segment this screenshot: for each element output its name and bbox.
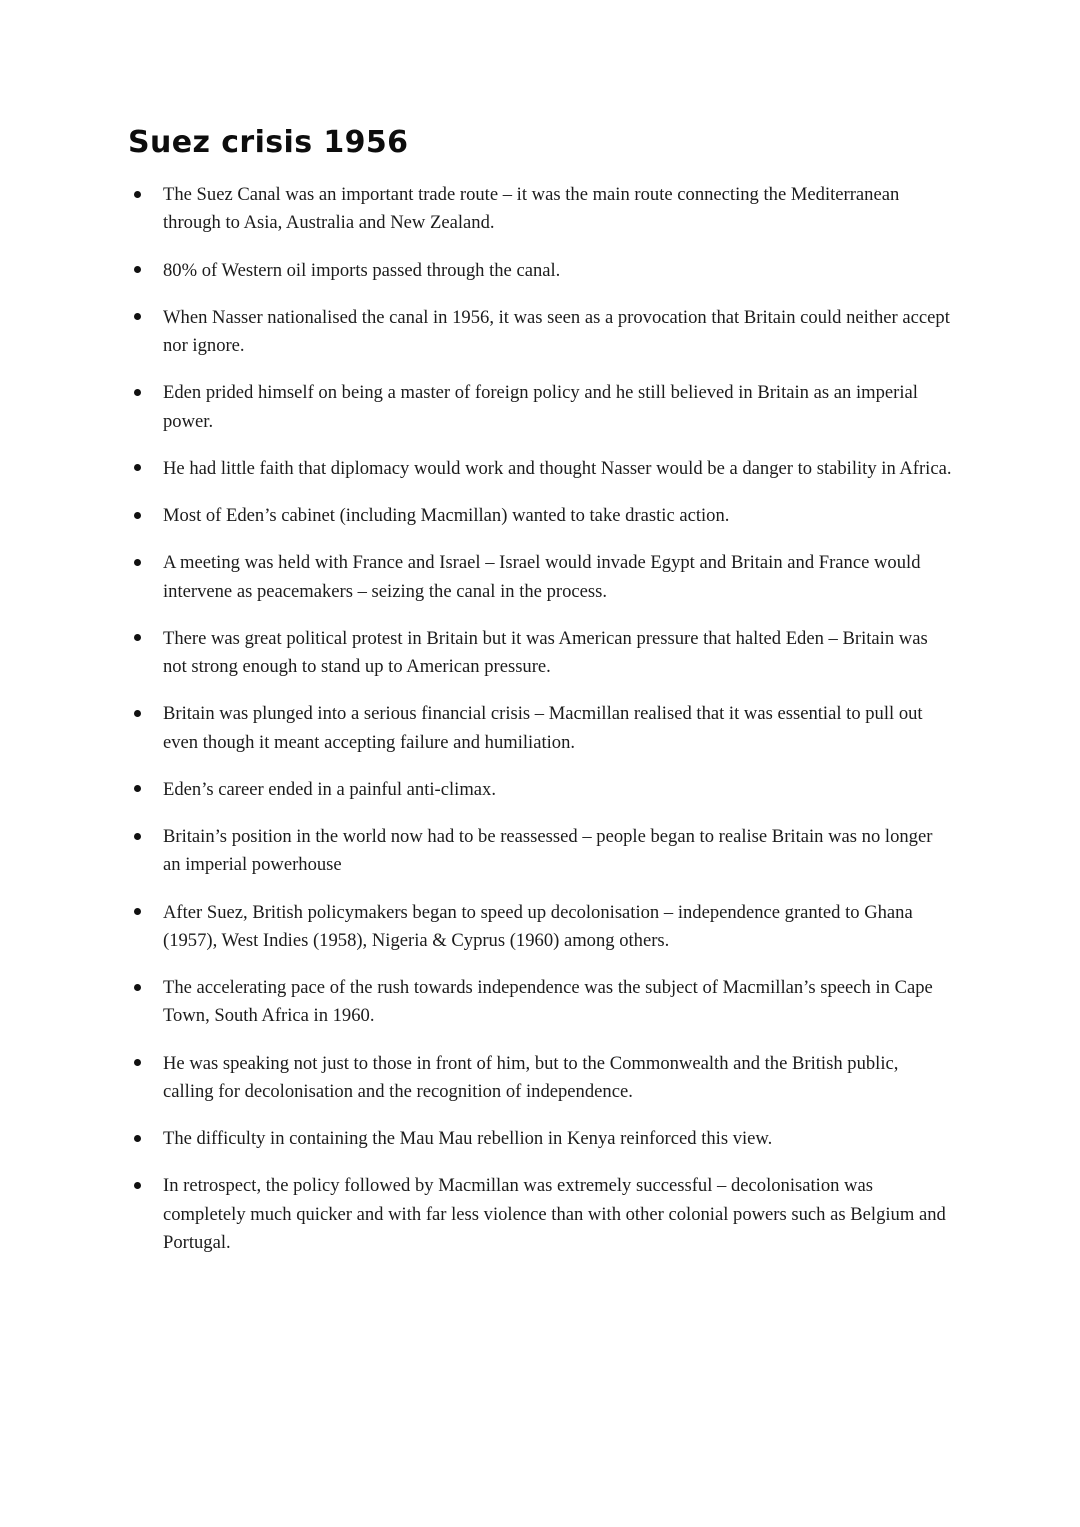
bullet-dot-icon [134,559,141,566]
list-item-text: There was great political protest in Britain but it was American pressure that halted Eden – Britain was not strong enough to stand up to American pressure. [163,627,928,677]
bullet-dot-icon [134,191,141,198]
bullet-dot-icon [134,1182,141,1189]
list-item-text: A meeting was held with France and Israel – Israel would invade Egypt and Britain and France would intervene as peacemakers – seizing the canal in the process. [163,552,921,602]
list-item [128,379,952,436]
list-item [128,455,952,483]
list-item-text: Eden prided himself on being a master of foreign policy and he still believed in Britain as an imperial power. [163,382,918,432]
list-item [128,899,952,956]
bullet-dot-icon [134,984,141,991]
list-item [128,181,952,238]
list-item [128,700,952,757]
list-item-text: Most of Eden’s cabinet (including Macmillan) wanted to take drastic action. [163,505,730,526]
bullet-dot-icon [134,833,141,840]
bullet-dot-icon [134,313,141,320]
list-item [128,257,952,285]
notes-bullet-list [128,181,952,1257]
list-item-text: When Nasser nationalised the canal in 1956, it was seen as a provocation that Britain could neither accept nor ignore. [163,306,950,356]
bullet-dot-icon [134,512,141,519]
list-item-text: In retrospect, the policy followed by Macmillan was extremely successful – decolonisation was completely much quicker and with far less violence than with other colonial powers such as Belgium and Portugal. [163,1175,946,1253]
list-item-text: Eden’s career ended in a painful anti-climax. [163,778,496,800]
bullet-dot-icon [134,785,141,792]
list-item [128,502,952,530]
page-title: Suez crisis 1956 [128,125,409,160]
list-item [128,1125,952,1153]
bullet-dot-icon [134,389,141,396]
list-item [128,776,952,804]
list-item [128,1172,952,1257]
list-item-text: After Suez, British policymakers began to speed up decolonisation – independence granted to Ghana (1957), West Indies (1958), Nigeria & Cyprus (1960) among others. [163,901,913,951]
list-item-text: He was speaking not just to those in front of him, but to the Commonwealth and the British public, calling for decolonisation and the recognition of independence. [163,1052,899,1102]
bullet-dot-icon [134,1135,141,1142]
list-item-text: The accelerating pace of the rush towards independence was the subject of Macmillan’s speech in Cape Town, South Africa in 1960. [163,977,933,1027]
list-item-text: The Suez Canal was an important trade route – it was the main route connecting the Mediterranean through to Asia, Australia and New Zealand. [163,184,900,234]
list-item-text: He had little faith that diplomacy would work and thought Nasser would be a danger to stability in Africa. [163,457,952,479]
list-item-text: The difficulty in containing the Mau Mau rebellion in Kenya reinforced this view. [163,1128,773,1149]
bullet-dot-icon [134,464,141,471]
list-item-text: Britain was plunged into a serious financial crisis – Macmillan realised that it was essential to pull out even though it meant accepting failure and humiliation. [163,703,923,753]
list-item [128,549,952,606]
list-item [128,823,952,880]
list-item-text: 80% of Western oil imports passed through the canal. [163,259,561,281]
bullet-dot-icon [134,710,141,717]
bullet-dot-icon [134,908,141,915]
bullet-dot-icon [134,266,141,273]
list-item [128,304,952,361]
list-item-text: Britain’s position in the world now had to be reassessed – people began to realise Britain was no longer an imperial powerhouse [163,826,933,876]
list-item [128,974,952,1031]
bullet-dot-icon [134,634,141,641]
bullet-dot-icon [134,1059,141,1066]
list-item [128,1050,952,1107]
list-item [128,625,952,682]
